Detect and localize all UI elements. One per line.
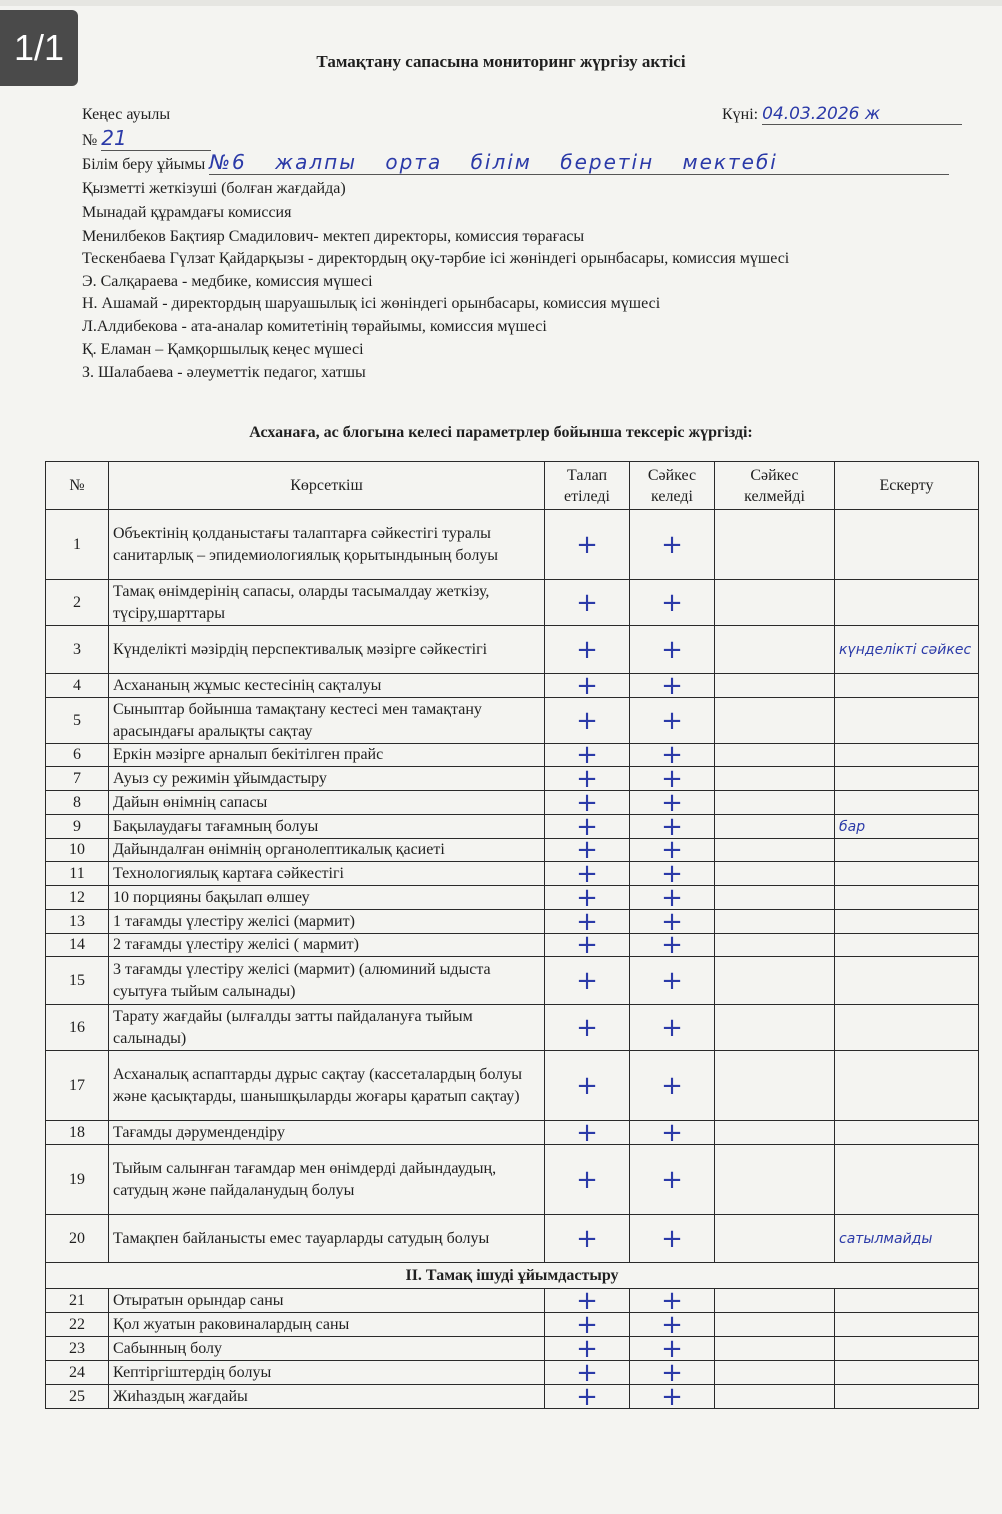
commission-member: З. Шалабаева - әлеуметтік педагог, хатшы [82, 364, 366, 381]
note-cell [835, 698, 979, 744]
commission-member: Э. Салқараева - медбике, комиссия мүшесі [82, 273, 373, 290]
table-row [46, 886, 979, 910]
row-number: 21 [46, 1289, 109, 1313]
table-row [46, 1005, 979, 1051]
match-mark: + [630, 626, 715, 674]
number-label: № [82, 132, 98, 149]
row-indicator: Ауыз су режимін ұйымдастыру [109, 767, 545, 791]
header-required-line1: Талап [566, 466, 608, 484]
row-number: 1 [46, 510, 109, 580]
required-mark: + [545, 957, 630, 1005]
match-mark: + [630, 1145, 715, 1215]
table-row [46, 580, 979, 626]
match-mark: + [630, 580, 715, 626]
note-cell [835, 1289, 979, 1313]
required-mark: + [545, 510, 630, 580]
row-indicator: Объектінің қолданыстағы талаптарға сәйкестігі туралы санитарлық – эпидемиологиялық қорытындының болуы [109, 510, 545, 580]
row-number: 2 [46, 580, 109, 626]
required-mark: + [545, 626, 630, 674]
table-row [46, 957, 979, 1005]
required-mark: + [545, 839, 630, 862]
match-mark: + [630, 1337, 715, 1361]
row-number: 17 [46, 1051, 109, 1121]
match-mark: + [630, 698, 715, 744]
note-cell [835, 744, 979, 767]
table-row [46, 626, 979, 674]
row-number: 6 [46, 744, 109, 767]
nomatch-cell [715, 744, 835, 767]
row-indicator: 2 тағамды үлестіру желісі ( мармит) [109, 934, 545, 957]
required-mark: + [545, 1361, 630, 1385]
nomatch-cell [715, 1337, 835, 1361]
nomatch-cell [715, 957, 835, 1005]
table-row [46, 1215, 979, 1263]
header-required-line2: етіледі [564, 487, 610, 505]
table-row [46, 1385, 979, 1409]
nomatch-cell [715, 767, 835, 791]
row-indicator: 1 тағамды үлестіру желісі (мармит) [109, 910, 545, 934]
row-number: 24 [46, 1361, 109, 1385]
match-mark: + [630, 839, 715, 862]
nomatch-cell [715, 1145, 835, 1215]
row-number: 8 [46, 791, 109, 815]
row-indicator: Тамақпен байланысты емес тауарларды сатудың болуы [109, 1215, 545, 1263]
required-mark: + [545, 1385, 630, 1409]
date-field [722, 104, 962, 125]
header-nomatch-line2: келмейді [744, 487, 805, 505]
header-num: № [46, 462, 109, 510]
match-mark: + [630, 1361, 715, 1385]
row-number: 16 [46, 1005, 109, 1051]
row-indicator: Күнделікті мәзірдің перспективалық мәзірге сәйкестігі [109, 626, 545, 674]
row-number: 4 [46, 674, 109, 698]
table-header-row [46, 462, 979, 510]
required-mark: + [545, 1005, 630, 1051]
match-mark: + [630, 1051, 715, 1121]
match-mark: + [630, 1289, 715, 1313]
row-number: 15 [46, 957, 109, 1005]
row-indicator: Отыратын орындар саны [109, 1289, 545, 1313]
note-cell [835, 1121, 979, 1145]
header-match-line1: Сәйкес [647, 466, 697, 484]
note-cell [835, 1051, 979, 1121]
note-cell [835, 934, 979, 957]
row-number: 13 [46, 910, 109, 934]
commission-intro: Мынадай құрамдағы комиссия [82, 204, 292, 221]
note-cell: сатылмайды [835, 1215, 979, 1263]
table-row [46, 510, 979, 580]
match-mark: + [630, 744, 715, 767]
match-mark: + [630, 910, 715, 934]
required-mark: + [545, 910, 630, 934]
row-number: 11 [46, 862, 109, 886]
nomatch-cell [715, 510, 835, 580]
commission-member: Қ. Еламан – Қамқоршылық кеңес мүшесі [82, 341, 364, 358]
nomatch-cell [715, 910, 835, 934]
section-heading: Асханаға, ас блогына келесі параметрлер бойынша тексеріс жүргізді: [249, 424, 753, 441]
inspection-table [45, 461, 979, 1409]
note-cell [835, 791, 979, 815]
section-title: II. Тамақ ішуді ұйымдастыру [46, 1263, 979, 1289]
note-cell [835, 510, 979, 580]
row-indicator: Дайын өнімнің сапасы [109, 791, 545, 815]
header-match-line2: келеді [651, 487, 693, 505]
row-indicator: Жиһаздың жағдайы [109, 1385, 545, 1409]
row-indicator: Тамақ өнімдерінің сапасы, оларды тасымалдау жеткізу, түсіру,шарттары [109, 580, 545, 626]
required-mark: + [545, 1337, 630, 1361]
row-indicator: Дайындалған өнімнің органолептикалық қасиеті [109, 839, 545, 862]
row-indicator: Технологиялық картаға сәйкестігі [109, 862, 545, 886]
note-cell: бар [835, 815, 979, 839]
header-indicator: Көрсеткіш [109, 462, 545, 510]
match-mark: + [630, 886, 715, 910]
required-mark: + [545, 674, 630, 698]
row-number: 20 [46, 1215, 109, 1263]
table-row [46, 674, 979, 698]
match-mark: + [630, 510, 715, 580]
row-number: 23 [46, 1337, 109, 1361]
row-number: 18 [46, 1121, 109, 1145]
note-cell [835, 910, 979, 934]
nomatch-cell [715, 674, 835, 698]
date-value: 04.03.2026 ж [762, 104, 962, 125]
row-indicator: Асханалық аспаптарды дұрыс сақтау (кассеталардың болуы және қасықтарды, шанышқыларды жоғары қаратып сақтау) [109, 1051, 545, 1121]
note-cell [835, 886, 979, 910]
required-mark: + [545, 698, 630, 744]
table-row [46, 1313, 979, 1337]
match-mark: + [630, 815, 715, 839]
row-number: 10 [46, 839, 109, 862]
required-mark: + [545, 1121, 630, 1145]
kenes-label: Кеңес ауылы [82, 106, 171, 123]
row-number: 9 [46, 815, 109, 839]
nomatch-cell [715, 1313, 835, 1337]
nomatch-cell [715, 934, 835, 957]
match-mark: + [630, 674, 715, 698]
table-row [46, 910, 979, 934]
row-indicator: 10 порцияны бақылап өлшеу [109, 886, 545, 910]
commission-member: Тескенбаева Гүлзат Қайдарқызы - директордың оқу-тәрбие ісі жөніндегі орынбасары, комиссия мүшесі [82, 250, 790, 267]
note-cell [835, 767, 979, 791]
nomatch-cell [715, 839, 835, 862]
table-row [46, 791, 979, 815]
nomatch-cell [715, 1005, 835, 1051]
row-indicator: Тағамды дәрумендендіру [109, 1121, 545, 1145]
note-cell [835, 1385, 979, 1409]
nomatch-cell [715, 886, 835, 910]
note-cell [835, 1361, 979, 1385]
document-title: Тамақтану сапасына мониторинг жүргізу актісі [316, 52, 686, 71]
nomatch-cell [715, 815, 835, 839]
note-cell [835, 1337, 979, 1361]
required-mark: + [545, 886, 630, 910]
required-mark: + [545, 767, 630, 791]
table-row [46, 862, 979, 886]
page-indicator[interactable]: 1/1 [0, 10, 78, 86]
header-match [630, 462, 715, 510]
row-number: 5 [46, 698, 109, 744]
note-cell [835, 862, 979, 886]
row-indicator: Асхананың жұмыс кестесінің сақталуы [109, 674, 545, 698]
commission-member: Н. Ашамай - директордың шаруашылық ісі жөніндегі орынбасары, комиссия мүшесі [82, 295, 661, 312]
required-mark: + [545, 934, 630, 957]
row-indicator: Бақылаудағы тағамның болуы [109, 815, 545, 839]
required-mark: + [545, 1215, 630, 1263]
nomatch-cell [715, 1385, 835, 1409]
required-mark: + [545, 862, 630, 886]
row-number: 22 [46, 1313, 109, 1337]
header-nomatch-line1: Сәйкес [750, 466, 799, 484]
match-mark: + [630, 862, 715, 886]
supplier-label: Қызметті жеткізуші (болған жағдайда) [82, 180, 346, 197]
row-number: 12 [46, 886, 109, 910]
table-row [46, 1361, 979, 1385]
note-cell [835, 1313, 979, 1337]
table-row [46, 767, 979, 791]
row-indicator: Сабынның болу [109, 1337, 545, 1361]
nomatch-cell [715, 1361, 835, 1385]
match-mark: + [630, 791, 715, 815]
school-field [82, 150, 949, 175]
match-mark: + [630, 1215, 715, 1263]
number-value: 21 [101, 126, 211, 151]
row-indicator: Тыйым салынған тағамдар мен өнімдерді дайындаудың, сатудың және пайдаланудың болуы [109, 1145, 545, 1215]
row-number: 25 [46, 1385, 109, 1409]
nomatch-cell [715, 626, 835, 674]
date-label: Күні: [722, 106, 759, 123]
match-mark: + [630, 1385, 715, 1409]
row-indicator: Кептіргіштердің болуы [109, 1361, 545, 1385]
required-mark: + [545, 1145, 630, 1215]
note-cell: күнделікті сәйкес [835, 626, 979, 674]
note-cell [835, 1005, 979, 1051]
match-mark: + [630, 1005, 715, 1051]
match-mark: + [630, 1313, 715, 1337]
commission-member: Л.Алдибекова - ата-аналар комитетінің төрайымы, комиссия мүшесі [82, 318, 547, 335]
required-mark: + [545, 580, 630, 626]
row-indicator: Қол жуатын раковиналардың саны [109, 1313, 545, 1337]
table-row [46, 1051, 979, 1121]
required-mark: + [545, 791, 630, 815]
required-mark: + [545, 1051, 630, 1121]
match-mark: + [630, 957, 715, 1005]
required-mark: + [545, 744, 630, 767]
table-row [46, 1145, 979, 1215]
nomatch-cell [715, 1051, 835, 1121]
note-cell [835, 957, 979, 1005]
commission-member: Менилбеков Бақтияр Смадилович- мектеп директоры, комиссия төрағасы [82, 228, 585, 245]
match-mark: + [630, 1121, 715, 1145]
required-mark: + [545, 1313, 630, 1337]
row-indicator: 3 тағамды үлестіру желісі (мармит) (алюминий ыдыста суытуға тыйым салынады) [109, 957, 545, 1005]
required-mark: + [545, 1289, 630, 1313]
nomatch-cell [715, 862, 835, 886]
nomatch-cell [715, 1215, 835, 1263]
nomatch-cell [715, 1289, 835, 1313]
row-indicator: Тарату жағдайы (ылғалды затты пайдалануға тыйым салынады) [109, 1005, 545, 1051]
nomatch-cell [715, 580, 835, 626]
table-row [46, 698, 979, 744]
row-number: 3 [46, 626, 109, 674]
header-nomatch [715, 462, 835, 510]
nomatch-cell [715, 791, 835, 815]
previous-page-edge [0, 0, 1002, 6]
header-required [545, 462, 630, 510]
row-indicator: Еркін мәзірге арналып бекітілген прайс [109, 744, 545, 767]
table-row [46, 815, 979, 839]
table-row [46, 1337, 979, 1361]
table-row [46, 1289, 979, 1313]
row-number: 19 [46, 1145, 109, 1215]
school-label: Білім беру ұйымы [82, 156, 206, 173]
row-number: 7 [46, 767, 109, 791]
match-mark: + [630, 934, 715, 957]
row-indicator: Сыныптар бойынша тамақтану кестесі мен тамақтану арасындағы аралықты сақтау [109, 698, 545, 744]
header-note: Ескерту [835, 462, 979, 510]
note-cell [835, 674, 979, 698]
note-cell [835, 580, 979, 626]
nomatch-cell [715, 1121, 835, 1145]
match-mark: + [630, 767, 715, 791]
required-mark: + [545, 815, 630, 839]
row-number: 14 [46, 934, 109, 957]
table-row [46, 839, 979, 862]
table-row [46, 934, 979, 957]
table-row [46, 1121, 979, 1145]
note-cell [835, 839, 979, 862]
number-field [82, 126, 211, 151]
note-cell [835, 1145, 979, 1215]
table-row [46, 744, 979, 767]
nomatch-cell [715, 698, 835, 744]
school-value: №6 жалпы орта білім беретін мектебі [209, 150, 949, 175]
section-row [46, 1263, 979, 1289]
